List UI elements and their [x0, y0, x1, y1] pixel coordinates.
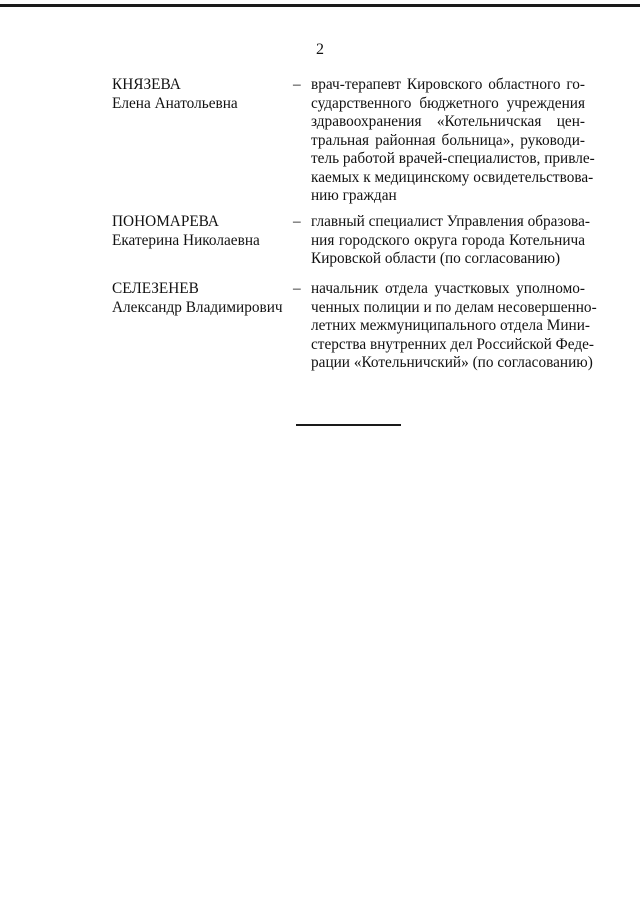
member-given-names: Александр Владимирович — [112, 298, 283, 316]
position-line: врач-терапевт Кировского областного го- — [311, 76, 585, 93]
position-line: начальник отдела участковых уполномо- — [311, 280, 585, 297]
position-line: тель работой врачей-специалистов, привле- — [311, 150, 595, 167]
position-line: тральная районная больница», руководи- — [311, 131, 585, 149]
position-line: ния городского округа города Котельнича — [311, 231, 585, 249]
position-line: каемых к медицинскому освидетельствова- — [311, 168, 594, 186]
separator-dash: – — [293, 213, 301, 230]
position-line: главный специалист Управления образова- — [311, 213, 590, 230]
member-given-names: Екатерина Николаевна — [112, 231, 260, 249]
position-line: здравоохранения «Котельничская цен- — [311, 113, 585, 130]
position-line: нию граждан — [311, 187, 397, 204]
position-line: Кировской области (по согласованию) — [311, 250, 561, 267]
position-line: сударственного бюджетного учреждения — [311, 94, 585, 112]
member-position — [311, 76, 595, 206]
member-given-names: Елена Анатольевна — [112, 94, 238, 112]
member-surname: СЕЛЕЗЕНЕВ — [112, 280, 199, 297]
position-line: летних межмуниципального отдела Мини- — [311, 317, 590, 334]
top-border-rule — [0, 4, 640, 7]
separator-dash: – — [293, 280, 301, 297]
position-line: ченных полиции и по делам несовершенно- — [311, 298, 597, 316]
member-surname: ПОНОМАРЕВА — [112, 213, 219, 230]
member-position — [311, 280, 597, 373]
member-position — [311, 213, 590, 269]
separator-dash: – — [293, 76, 301, 93]
page-number: 2 — [316, 41, 324, 58]
closing-rule — [296, 424, 401, 426]
member-name — [112, 76, 287, 113]
member-name — [112, 280, 287, 317]
position-line: рации «Котельничский» (по согласованию) — [311, 354, 593, 371]
member-name — [112, 213, 287, 250]
member-surname: КНЯЗЕВА — [112, 76, 181, 93]
position-line: стерства внутренних дел Российской Феде- — [311, 335, 594, 353]
